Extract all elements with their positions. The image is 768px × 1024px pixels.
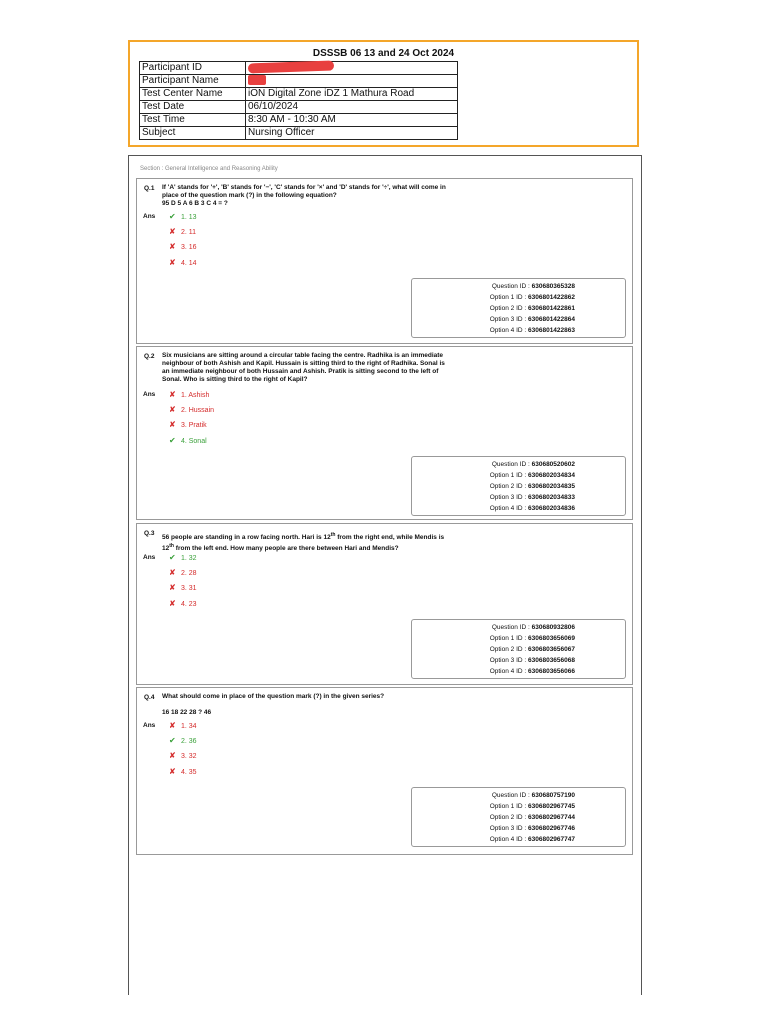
option4-id: Option 4 ID : 6306801422863 xyxy=(489,327,575,334)
info-row xyxy=(140,114,458,127)
option-text: 1. 32 xyxy=(180,555,197,562)
option-wrong xyxy=(169,599,197,608)
option2-id: Option 2 ID : 6306802967744 xyxy=(489,814,575,821)
option-text: 2. Hussain xyxy=(180,407,215,414)
check-icon: ✔ xyxy=(169,212,176,221)
id-box xyxy=(411,456,626,516)
option-text: 2. 28 xyxy=(180,570,197,577)
option1-id: Option 1 ID : 6306802967745 xyxy=(489,803,575,810)
option-wrong xyxy=(169,390,209,399)
option-correct xyxy=(169,553,197,562)
option4-id: Option 4 ID : 6306802034836 xyxy=(489,505,575,512)
option-text: 3. 16 xyxy=(180,244,197,251)
question-line: 56 people are standing in a row facing north. Hari is 12th from the right end, while Mendis is xyxy=(162,532,445,542)
question-line: Sonal. Who is sitting third to the right of Kapil? xyxy=(162,376,308,383)
cross-icon: ✘ xyxy=(169,721,176,730)
info-value: 8:30 AM - 10:30 AM xyxy=(246,114,458,127)
info-value: Nursing Officer xyxy=(246,127,458,140)
info-key: Subject xyxy=(140,127,246,140)
section-label: Section : General Intelligence and Reasoning Ability xyxy=(140,166,278,172)
id-box xyxy=(411,278,626,338)
cross-icon: ✘ xyxy=(169,227,176,236)
question-text xyxy=(162,531,482,553)
question-line: 16 18 22 28 ? 46 xyxy=(162,709,212,716)
question-line: 12th from the left end. How many people are there between Hari and Mendis? xyxy=(162,543,399,553)
question-line: place of the question mark (?) in the following equation? xyxy=(162,192,337,199)
ans-label: Ans xyxy=(143,722,156,729)
question-line: neighbour of both Ashish and Kapil. Hussain is sitting third to the right of Radhika. Sonal is xyxy=(162,360,445,367)
info-row xyxy=(140,101,458,114)
ans-label: Ans xyxy=(143,213,156,220)
id-box xyxy=(411,619,626,679)
info-key: Test Center Name xyxy=(140,88,246,101)
option-wrong xyxy=(169,258,197,267)
question-text xyxy=(162,352,482,384)
question-number: Q.4 xyxy=(144,694,155,701)
redaction-mark xyxy=(248,75,266,85)
option3-id: Option 3 ID : 6306801422864 xyxy=(489,316,575,323)
question-text xyxy=(162,693,482,717)
question-line: If 'A' stands for '+', 'B' stands for '−', 'C' stands for '×' and 'D' stands for '÷', what will come in xyxy=(162,184,446,191)
cross-icon: ✘ xyxy=(169,583,176,592)
info-value: iON Digital Zone iDZ 1 Mathura Road xyxy=(246,88,458,101)
option2-id: Option 2 ID : 6306802034835 xyxy=(489,483,575,490)
question-line-blank xyxy=(162,701,482,709)
question-number: Q.3 xyxy=(144,530,155,537)
option-text: 4. 14 xyxy=(180,260,197,267)
question-id: Question ID : 630680365328 xyxy=(491,283,575,290)
ans-label: Ans xyxy=(143,554,156,561)
option-wrong xyxy=(169,405,214,414)
question-id: Question ID : 630680757190 xyxy=(491,792,575,799)
option-text: 3. 31 xyxy=(180,585,197,592)
option-correct xyxy=(169,436,207,445)
exam-title: DSSSB 06 13 and 24 Oct 2024 xyxy=(312,48,455,59)
info-key: Participant ID xyxy=(140,62,246,75)
cross-icon: ✘ xyxy=(169,767,176,776)
question-card xyxy=(136,523,633,685)
option-wrong xyxy=(169,583,197,592)
option1-id: Option 1 ID : 6306801422862 xyxy=(489,294,575,301)
question-id: Question ID : 630680932806 xyxy=(491,624,575,631)
info-value xyxy=(246,62,458,75)
cross-icon: ✘ xyxy=(169,405,176,414)
ans-label: Ans xyxy=(143,391,156,398)
option-text: 2. 11 xyxy=(180,229,197,236)
option-text: 1. Ashish xyxy=(180,392,210,399)
option3-id: Option 3 ID : 6306802967746 xyxy=(489,825,575,832)
cross-icon: ✘ xyxy=(169,599,176,608)
cross-icon: ✘ xyxy=(169,568,176,577)
info-key: Participant Name xyxy=(140,75,246,88)
option-text: 3. 32 xyxy=(180,753,197,760)
info-key: Test Date xyxy=(140,101,246,114)
question-line: 95 D 5 A 6 B 3 C 4 = ? xyxy=(162,200,228,207)
question-number: Q.2 xyxy=(144,353,155,360)
question-line: Six musicians are sitting around a circular table facing the centre. Radhika is an immediate xyxy=(162,352,444,359)
cross-icon: ✘ xyxy=(169,390,176,399)
participant-info-table xyxy=(139,61,458,140)
check-icon: ✔ xyxy=(169,553,176,562)
option-text: 4. 35 xyxy=(180,769,197,776)
check-icon: ✔ xyxy=(169,436,176,445)
option-text: 4. Sonal xyxy=(180,438,207,445)
option-wrong xyxy=(169,568,197,577)
info-row xyxy=(140,62,458,75)
option-wrong xyxy=(169,242,197,251)
option-text: 3. Pratik xyxy=(180,422,207,429)
question-card xyxy=(136,346,633,520)
option4-id: Option 4 ID : 6306803656066 xyxy=(489,668,575,675)
option2-id: Option 2 ID : 6306801422861 xyxy=(489,305,575,312)
option-correct xyxy=(169,212,197,221)
option-wrong xyxy=(169,767,197,776)
option-text: 1. 13 xyxy=(180,214,197,221)
option-text: 2. 36 xyxy=(180,738,197,745)
question-card xyxy=(136,687,633,855)
cross-icon: ✘ xyxy=(169,242,176,251)
redaction-mark xyxy=(248,61,334,74)
question-card xyxy=(136,178,633,344)
question-line: What should come in place of the question mark (?) in the given series? xyxy=(162,693,385,700)
check-icon: ✔ xyxy=(169,736,176,745)
info-row xyxy=(140,88,458,101)
option-correct xyxy=(169,736,197,745)
question-line: an immediate neighbour of both Hussain and Ashish. Pratik is sitting second to the left of xyxy=(162,368,439,375)
option2-id: Option 2 ID : 6306803656067 xyxy=(489,646,575,653)
option1-id: Option 1 ID : 6306803656069 xyxy=(489,635,575,642)
cross-icon: ✘ xyxy=(169,420,176,429)
question-id: Question ID : 630680520602 xyxy=(491,461,575,468)
option-wrong xyxy=(169,420,207,429)
option-wrong xyxy=(169,751,197,760)
option3-id: Option 3 ID : 6306803656068 xyxy=(489,657,575,664)
info-row xyxy=(140,75,458,88)
option4-id: Option 4 ID : 6306802967747 xyxy=(489,836,575,843)
info-value xyxy=(246,75,458,88)
question-number: Q.1 xyxy=(144,185,155,192)
option1-id: Option 1 ID : 6306802034834 xyxy=(489,472,575,479)
cross-icon: ✘ xyxy=(169,258,176,267)
option-wrong xyxy=(169,721,197,730)
info-key: Test Time xyxy=(140,114,246,127)
info-row xyxy=(140,127,458,140)
option-text: 1. 34 xyxy=(180,723,197,730)
option-wrong xyxy=(169,227,196,236)
id-box xyxy=(411,787,626,847)
exam-header xyxy=(128,40,639,147)
cross-icon: ✘ xyxy=(169,751,176,760)
option3-id: Option 3 ID : 6306802034833 xyxy=(489,494,575,501)
info-value: 06/10/2024 xyxy=(246,101,458,114)
question-text xyxy=(162,184,482,208)
option-text: 4. 23 xyxy=(180,601,197,608)
